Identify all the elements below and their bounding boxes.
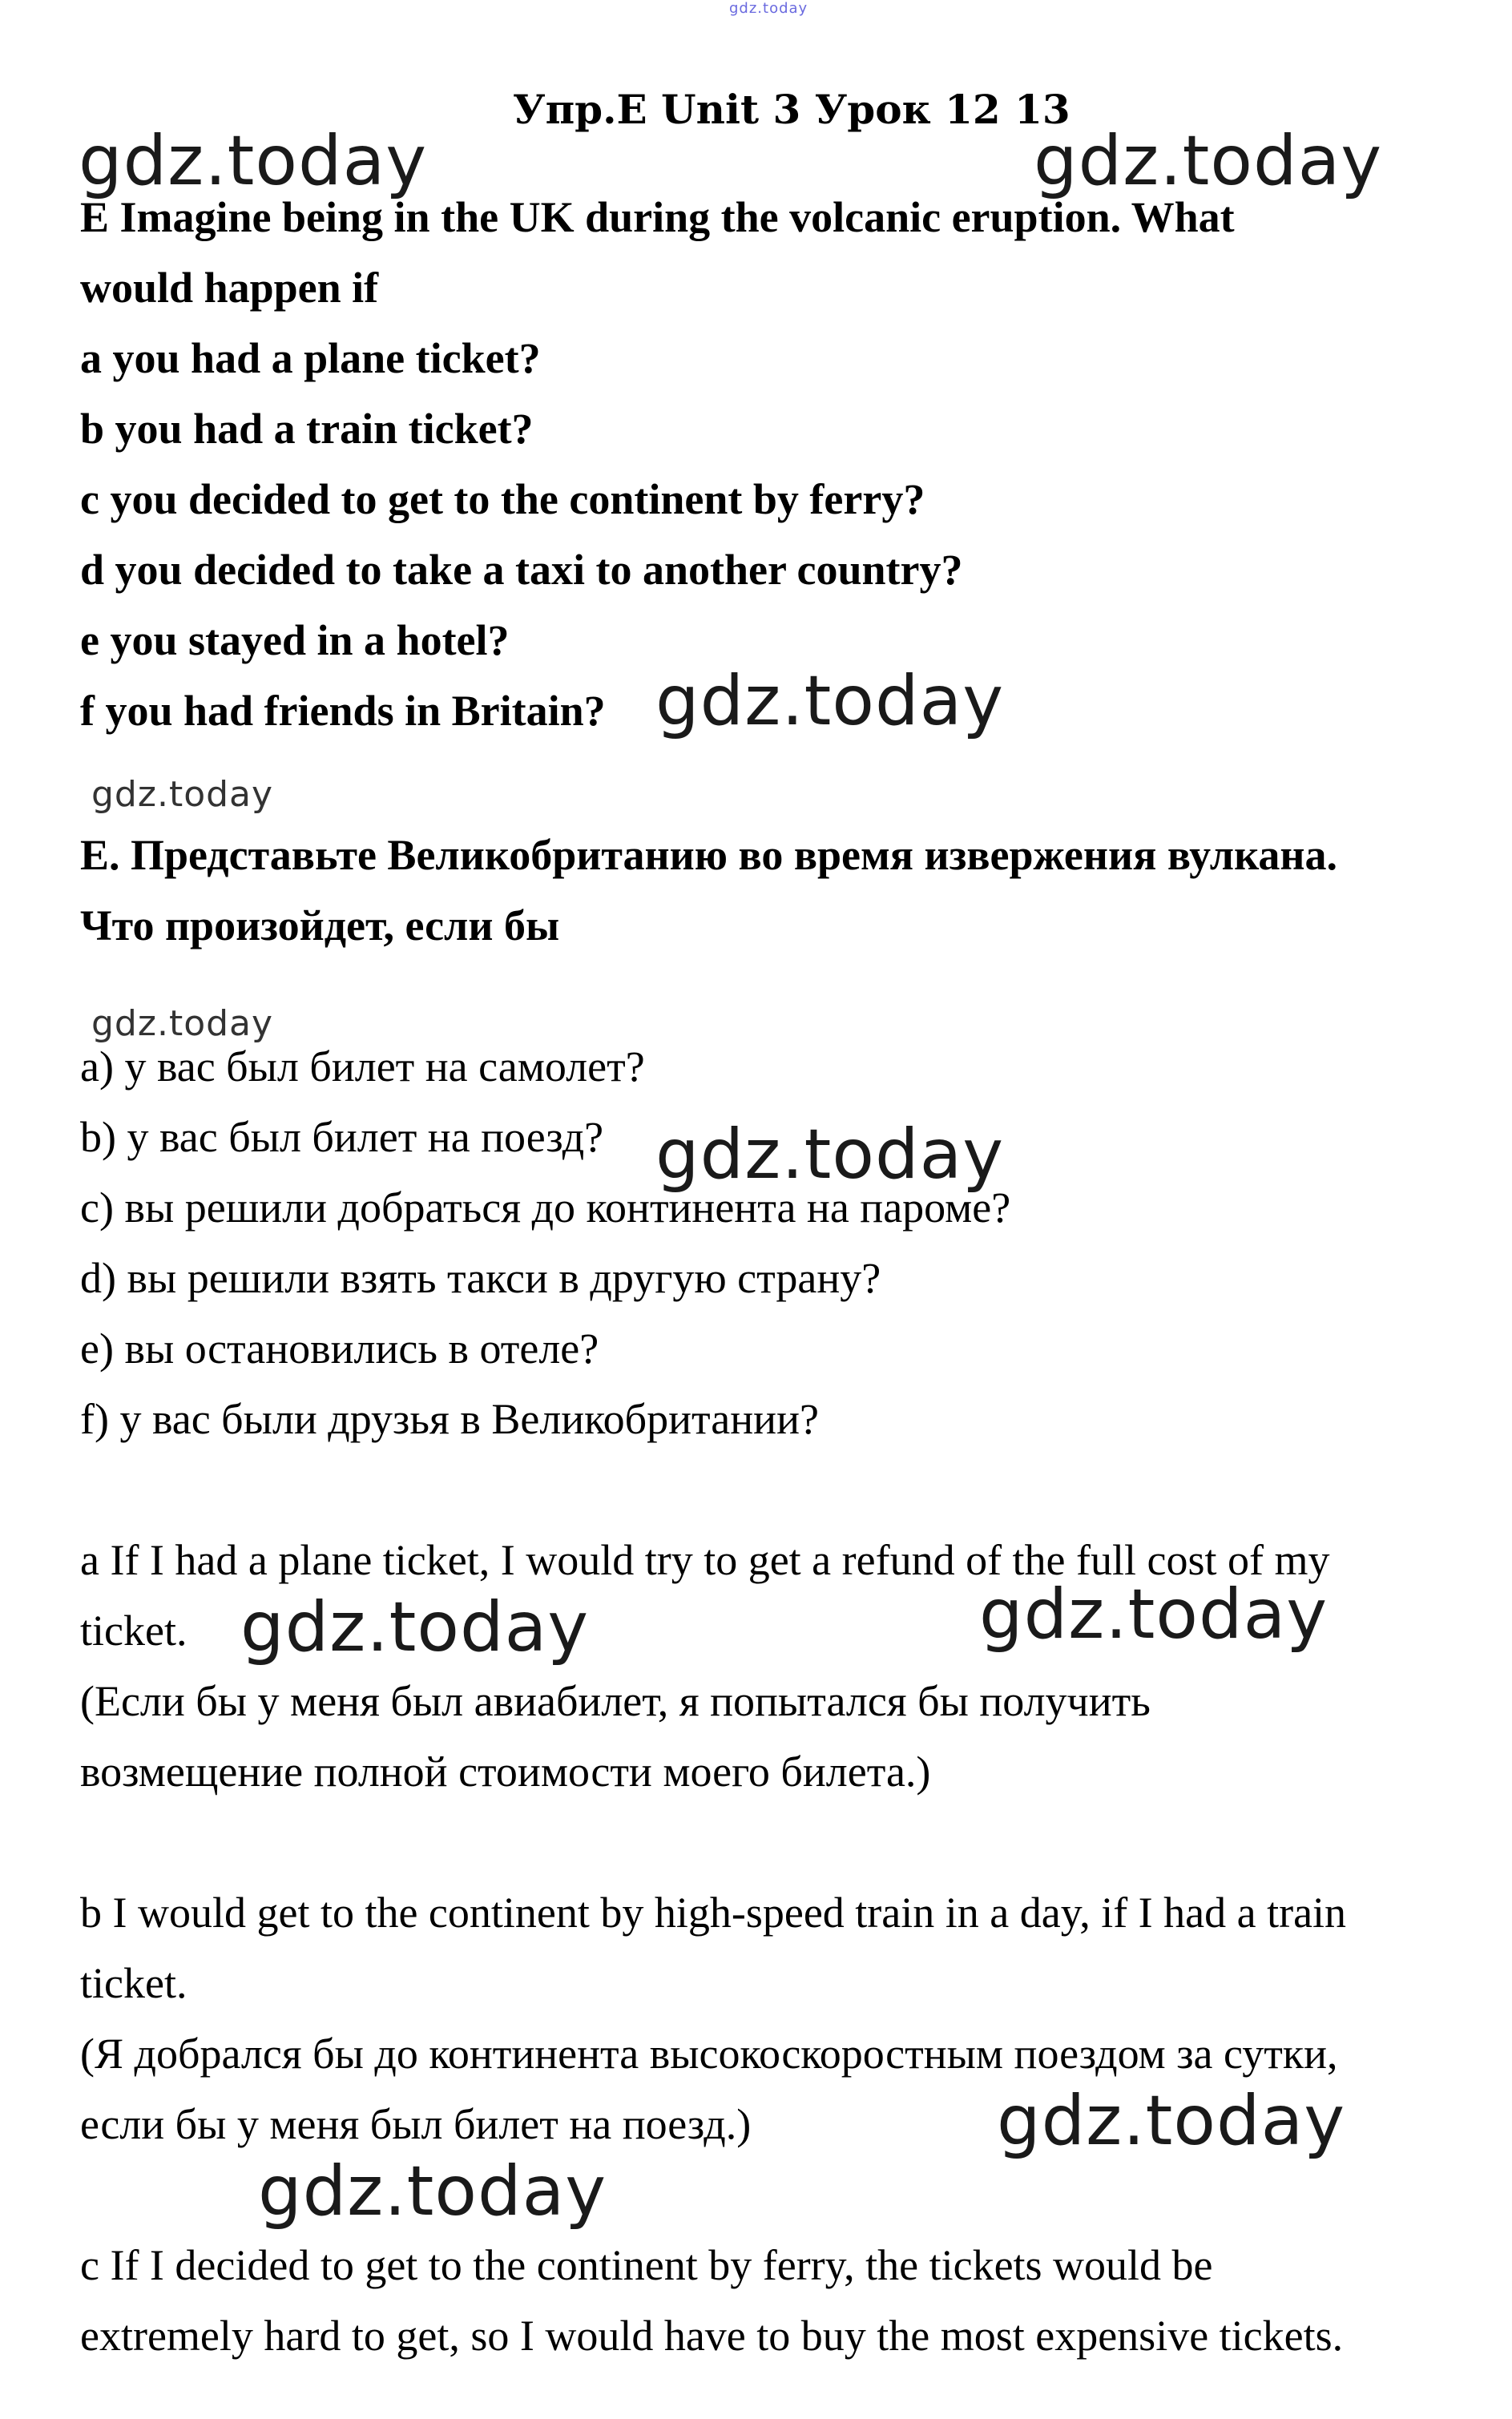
watermark: gdz.today — [979, 1574, 1329, 1655]
task-en-line1: E Imagine being in the UK during the volcanic eruption. What — [80, 193, 1235, 241]
answer-b-ru-line2: если бы у меня был билет на поезд.) — [80, 2100, 752, 2148]
page-title: Упр.E Unit 3 Урок 12 13 — [513, 86, 1070, 133]
watermark: gdz.today — [997, 2081, 1346, 2161]
task-ru-item-d: d) вы решили взять такси в другую страну? — [80, 1254, 881, 1302]
watermark: gdz.today — [1034, 121, 1383, 201]
task-ru-item-b: b) у вас был билет на поезд? — [80, 1113, 604, 1161]
task-ru-line2: Что произойдет, если бы — [80, 901, 560, 949]
task-en-item-b: b you had a train ticket? — [80, 405, 534, 453]
task-en-item-c: c you decided to get to the continent by ferry? — [80, 475, 925, 523]
answer-a-en-line2: ticket. — [80, 1607, 187, 1655]
task-en-line2: would happen if — [80, 264, 379, 312]
task-ru-line1: E. Представьте Великобританию во время извержения вулкана. — [80, 831, 1338, 879]
answer-c-en-line1: c If I decided to get to the continent by ferry, the tickets would be — [80, 2241, 1213, 2289]
answer-b-en-line1: b I would get to the continent by high-speed train in a day, if I had a train — [80, 1889, 1347, 1937]
task-ru-item-c: c) вы решили добраться до континента на пароме? — [80, 1183, 1011, 1232]
answer-c-en-line2: extremely hard to get, so I would have to buy the most expensive tickets. — [80, 2312, 1344, 2360]
answer-b-ru-line1: (Я добрался бы до континента высокоскоростным поездом за сутки, — [80, 2030, 1338, 2078]
answer-a-ru-line1: (Если бы у меня был авиабилет, я попытался бы получить — [80, 1677, 1151, 1725]
task-en-item-e: e you stayed in a hotel? — [80, 616, 510, 664]
watermark-small: gdz.today — [91, 774, 274, 815]
answer-b-en-line2: ticket. — [80, 1959, 187, 2007]
task-ru-item-e: e) вы остановились в отеле? — [80, 1324, 599, 1373]
task-ru-item-f: f) у вас были друзья в Великобритании? — [80, 1395, 819, 1443]
watermark-top: gdz.today — [729, 0, 808, 17]
watermark: gdz.today — [79, 121, 428, 201]
watermark: gdz.today — [655, 661, 1005, 741]
task-en-item-d: d you decided to take a taxi to another country? — [80, 546, 963, 594]
task-en-item-a: a you had a plane ticket? — [80, 334, 541, 382]
watermark: gdz.today — [258, 2151, 607, 2232]
task-en-item-f: f you had friends in Britain? — [80, 687, 606, 735]
task-ru-item-a: a) у вас был билет на самолет? — [80, 1042, 645, 1091]
answer-a-en-line1: a If I had a plane ticket, I would try to get a refund of the full cost of my — [80, 1536, 1330, 1584]
watermark: gdz.today — [655, 1115, 1005, 1195]
watermark: gdz.today — [240, 1587, 590, 1667]
watermark-small: gdz.today — [91, 1003, 274, 1044]
answer-a-ru-line2: возмещение полной стоимости моего билета.) — [80, 1748, 931, 1796]
